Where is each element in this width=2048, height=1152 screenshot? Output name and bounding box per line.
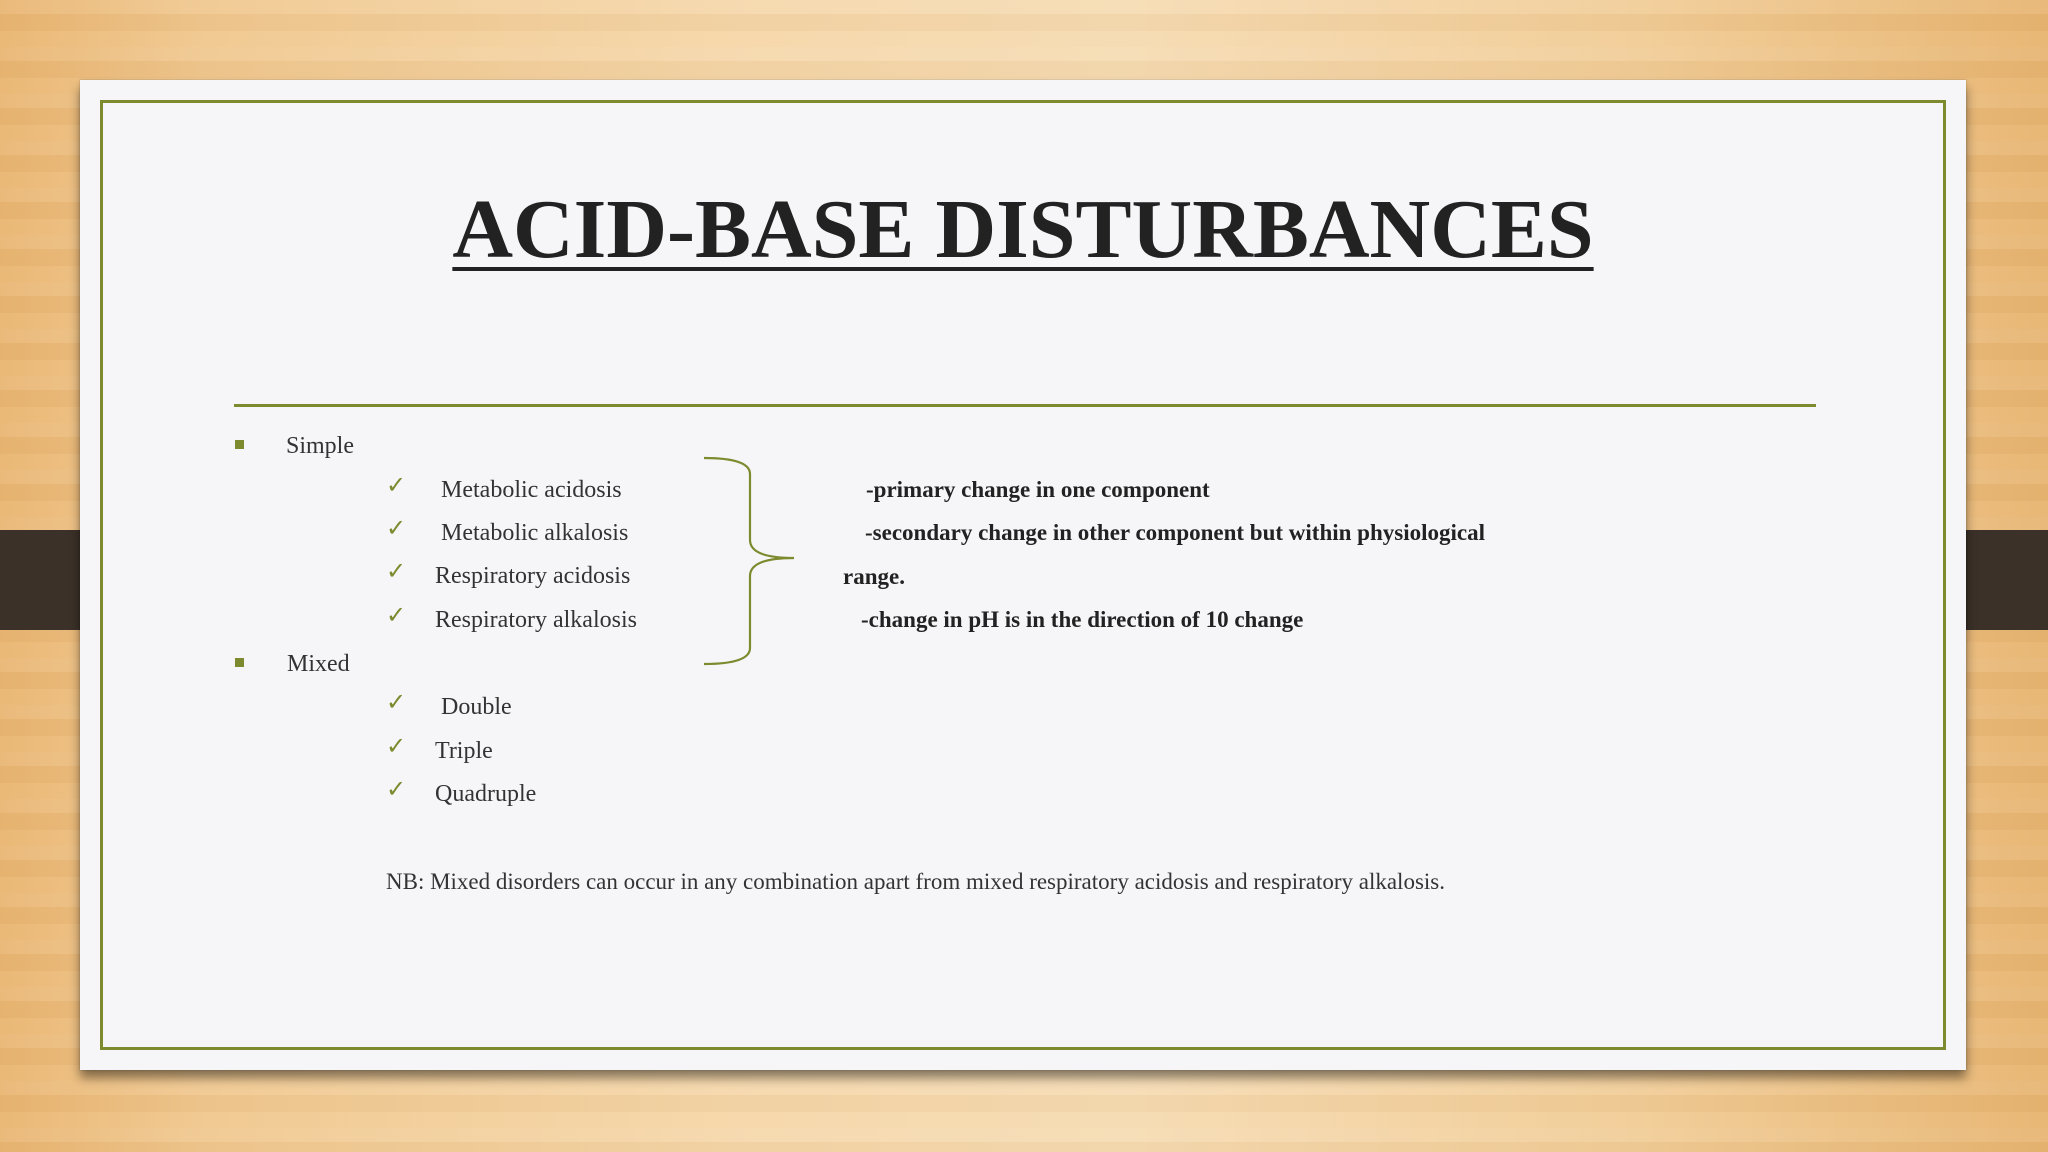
square-bullet-icon [235, 658, 244, 667]
section-label-simple: Simple [286, 433, 355, 459]
note-primary-change: -primary change in one component [866, 477, 1210, 502]
checkmark-icon: ✓ [386, 688, 407, 716]
checkmark-icon: ✓ [386, 775, 407, 803]
list-item: Triple [435, 738, 493, 764]
list-item: Metabolic acidosis [441, 477, 622, 503]
checkmark-icon: ✓ [386, 732, 407, 760]
checkmark-icon: ✓ [386, 557, 407, 585]
slide-paper [80, 80, 1966, 1070]
list-item: Double [441, 694, 512, 720]
list-item: Metabolic alkalosis [441, 520, 629, 546]
list-item: Respiratory acidosis [435, 563, 631, 589]
checkmark-icon: ✓ [386, 514, 407, 542]
list-item: Quadruple [435, 781, 537, 807]
checkmark-icon: ✓ [386, 601, 407, 629]
title-divider [234, 404, 1816, 407]
footnote: NB: Mixed disorders can occur in any combination apart from mixed respiratory acidosis and respiratory alkalosis. [386, 869, 1445, 894]
checkmark-icon: ✓ [386, 471, 407, 499]
note-ph-direction: -change in pH is in the direction of 10 change [861, 607, 1304, 632]
list-item: Respiratory alkalosis [435, 607, 637, 633]
section-label-mixed: Mixed [287, 651, 350, 677]
right-curly-brace-icon [700, 456, 796, 668]
note-secondary-change: -secondary change in other component but within physiological [865, 520, 1485, 545]
note-secondary-change-continued: range. [843, 564, 905, 589]
slide-title: ACID-BASE DISTURBANCES [452, 183, 1594, 276]
square-bullet-icon [235, 440, 244, 449]
